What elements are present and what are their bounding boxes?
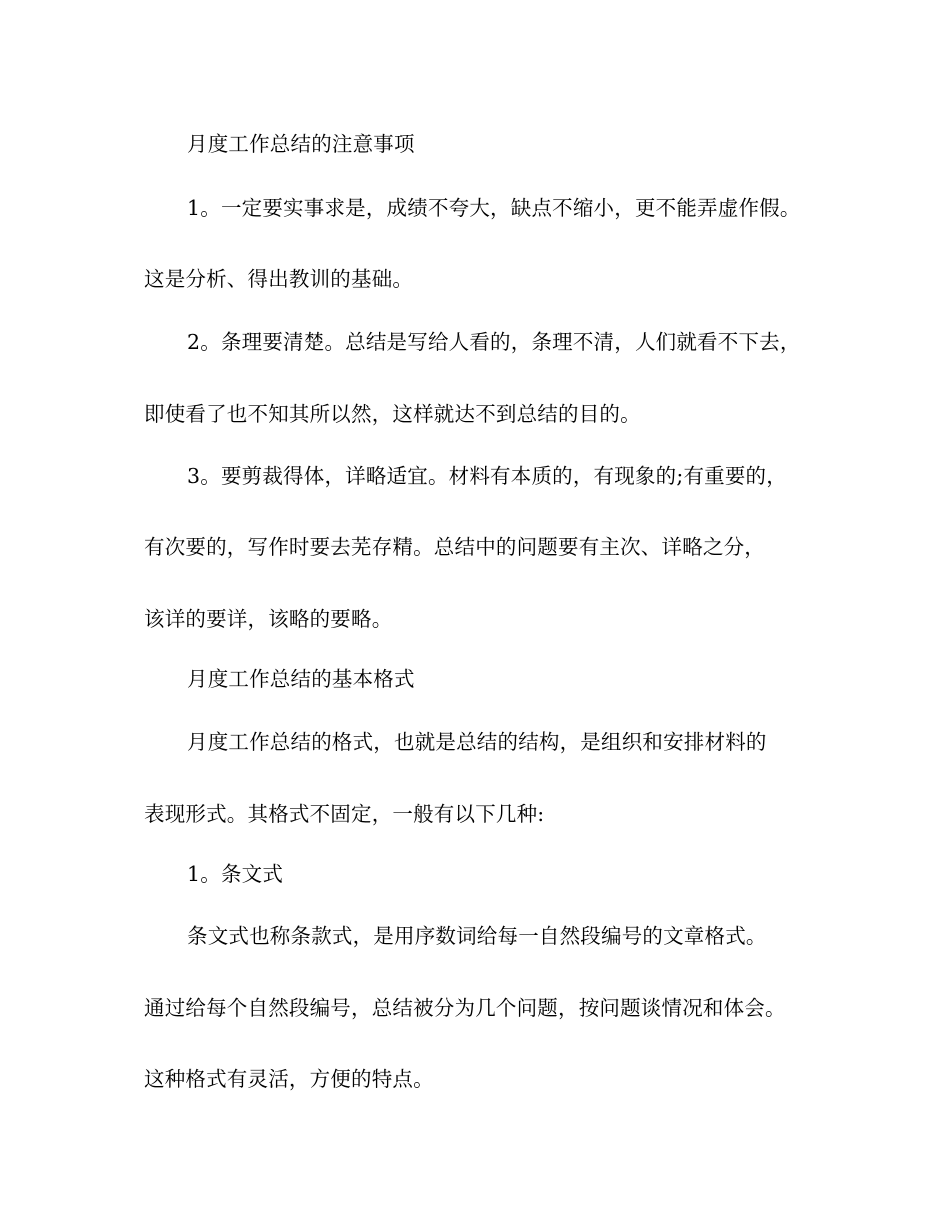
section-heading-notes: 月度工作总结的注意事项	[187, 132, 415, 156]
paragraph-line: 条文式也称条款式，是用序数词给每一自然段编号的文章格式。	[187, 924, 767, 948]
paragraph-line: 通过给每个自然段编号，总结被分为几个问题，按问题谈情况和体会。	[144, 996, 786, 1020]
paragraph-line: 有次要的，写作时要去芜存精。总结中的问题要有主次、详略之分，	[144, 535, 765, 559]
subsection-heading: 1。条文式	[187, 862, 284, 886]
paragraph-line: 2。条理要清楚。总结是写给人看的，条理不清，人们就看不下去，	[187, 330, 801, 354]
paragraph-line: 该详的要详，该略的要略。	[144, 607, 393, 631]
paragraph-line: 表现形式。其格式不固定，一般有以下几种:	[144, 802, 545, 826]
paragraph-line: 这种格式有灵活，方便的特点。	[144, 1067, 434, 1091]
paragraph-line: 这是分析、得出教训的基础。	[144, 267, 414, 291]
paragraph-line: 即使看了也不知其所以然，这样就达不到总结的目的。	[144, 402, 641, 426]
paragraph-line: 月度工作总结的格式，也就是总结的结构，是组织和安排材料的	[187, 730, 767, 754]
section-heading-format: 月度工作总结的基本格式	[187, 667, 415, 691]
paragraph-line: 1。一定要实事求是，成绩不夸大，缺点不缩小，更不能弄虚作假。	[187, 196, 801, 220]
paragraph-line: 3。要剪裁得体，详略适宜。材料有本质的，有现象的;有重要的，	[187, 464, 787, 488]
